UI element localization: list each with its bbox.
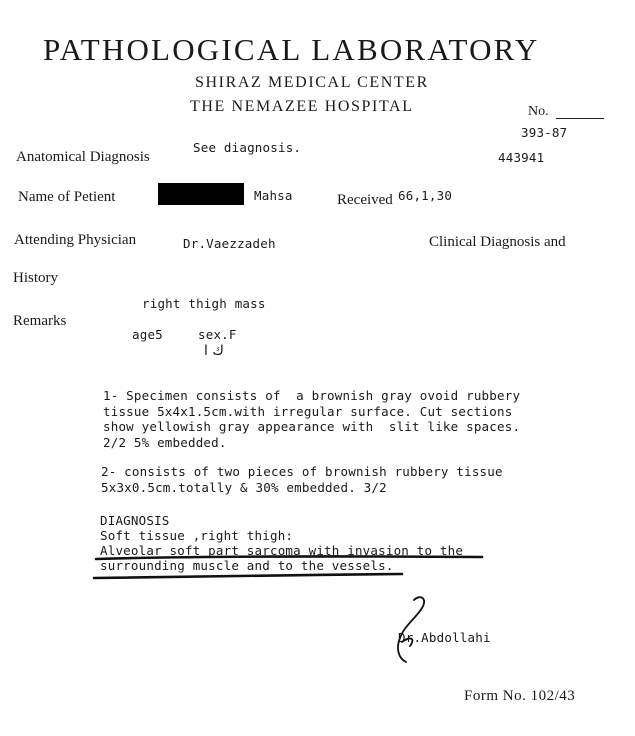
record-number-label: No. — [528, 104, 549, 119]
diagnosis-block — [100, 513, 463, 573]
medical-center-name: SHIRAZ MEDICAL CENTER — [195, 74, 429, 91]
clinical-history-value: right thigh mass — [142, 296, 266, 311]
lab-title: PATHOLOGICAL LABORATORY — [43, 32, 540, 67]
diagnosis-underline-2 — [94, 574, 402, 578]
diagnosis-line-1: Alveolar soft part sarcoma with invasion to the — [100, 543, 464, 558]
handwritten-mark: ك ا — [204, 343, 224, 359]
remarks-label: Remarks — [13, 313, 67, 329]
specimen-2-line: 2- consists of two pieces of brownish rubbery tissue — [101, 464, 503, 479]
patient-name-label: Name of Petient — [18, 189, 116, 205]
diagnosis-site: Soft tissue ,right thigh: — [100, 528, 294, 543]
anatomical-diagnosis-label: Anatomical Diagnosis — [16, 149, 150, 165]
patient-name-value: Mahsa — [254, 188, 293, 203]
form-number: Form No. 102/43 — [464, 688, 576, 704]
specimen-1-line: show yellowish gray appearance with slit like spaces. — [103, 419, 521, 434]
attending-physician-label: Attending Physician — [14, 232, 137, 248]
specimen-1-line: 1- Specimen consists of a brownish gray ovoid rubbery — [103, 388, 521, 403]
hospital-name: THE NEMAZEE HOSPITAL — [190, 98, 414, 115]
patient-age: age5 — [132, 327, 163, 342]
record-number-underline — [556, 118, 604, 119]
specimen-1-line: tissue 5x4x1.5cm.with irregular surface. Cut sections — [103, 403, 513, 419]
diagnosis-heading: DIAGNOSIS — [100, 513, 170, 528]
received-label: Received — [337, 192, 393, 208]
pathologist-signature-name: Dr.Abdollahi — [398, 630, 491, 645]
attending-physician-value: Dr.Vaezzadeh — [183, 236, 276, 251]
gross-description-specimen-1 — [103, 388, 520, 450]
clinical-diagnosis-label: Clinical Diagnosis and — [429, 234, 566, 250]
patient-sex: sex.F — [198, 327, 237, 342]
history-label: History — [13, 270, 58, 286]
patient-id-number: 443941 — [498, 150, 545, 165]
record-number-value: 393-87 — [521, 125, 568, 140]
redaction-bar — [158, 183, 244, 205]
gross-description-specimen-2 — [101, 464, 503, 495]
received-date-value: 66,1,30 — [398, 188, 453, 203]
diagnosis-line-2: surrounding muscle and to the vessels. — [100, 558, 394, 573]
specimen-2-line: 5x3x0.5cm.totally & 30% embedded. 3/2 — [101, 479, 387, 495]
anatomical-diagnosis-value: See diagnosis. — [193, 140, 302, 155]
specimen-1-line: 2/2 5% embedded. — [103, 434, 227, 450]
